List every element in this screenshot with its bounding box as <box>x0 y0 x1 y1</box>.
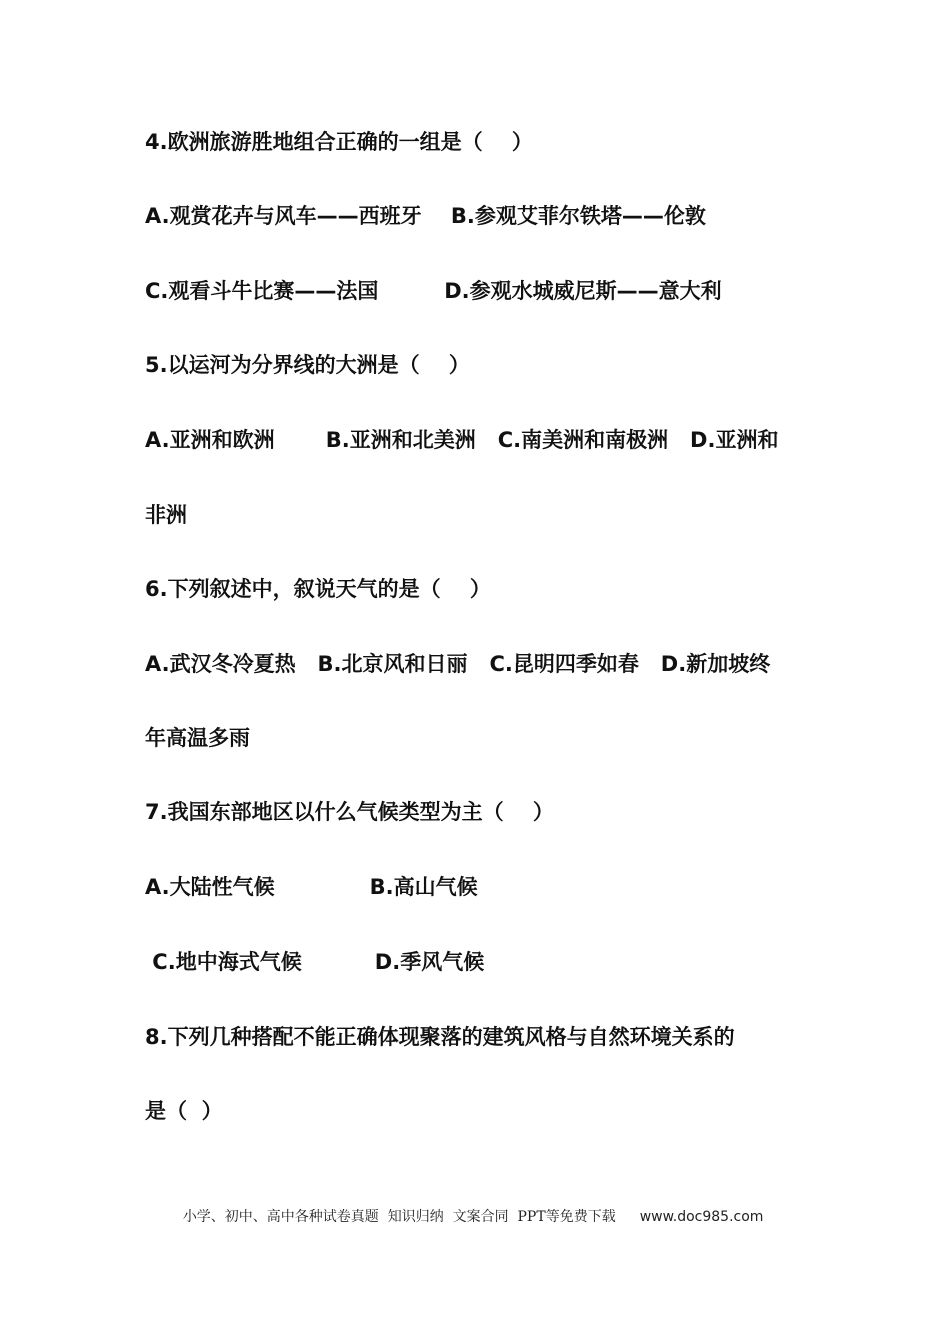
question-6-stem: 6.下列叙述中，叙说天气的是（ ） <box>145 577 491 601</box>
question-5-options: A.亚洲和欧洲 B.亚洲和北美洲 C.南美洲和南极洲 D.亚洲和 <box>145 428 779 452</box>
question-6-options: A.武汉冬冷夏热 B.北京风和日丽 C.昆明四季如春 D.新加坡终 <box>145 652 771 676</box>
question-4-stem: 4.欧洲旅游胜地组合正确的一组是（ ） <box>145 130 533 154</box>
question-5-options-wrap: 非洲 <box>145 503 187 527</box>
question-7-options-ab: A.大陆性气候 B.高山气候 <box>145 875 478 899</box>
question-8-stem-wrap: 是（ ） <box>145 1099 223 1123</box>
question-5-stem: 5.以运河为分界线的大洲是（ ） <box>145 353 470 377</box>
question-7-stem: 7.我国东部地区以什么气候类型为主（ ） <box>145 800 554 824</box>
question-4-options-ab: A.观赏花卉与风车——西班牙 B.参观艾菲尔铁塔——伦敦 <box>145 204 706 228</box>
page-footer <box>165 1190 763 1242</box>
footer-text: 小学、初中、高中各种试卷真题 知识归纳 文案合同 PPT等免费下载 <box>182 1209 616 1225</box>
footer-website-link[interactable]: www.doc985.com <box>639 1209 764 1225</box>
question-8-stem: 8.下列几种搭配不能正确体现聚落的建筑风格与自然环境关系的 <box>145 1025 735 1049</box>
question-4-options-cd: C.观看斗牛比赛——法国 D.参观水城威尼斯——意大利 <box>145 279 722 303</box>
question-6-options-wrap: 年高温多雨 <box>145 726 250 750</box>
question-7-options-cd: C.地中海式气候 D.季风气候 <box>145 950 485 974</box>
